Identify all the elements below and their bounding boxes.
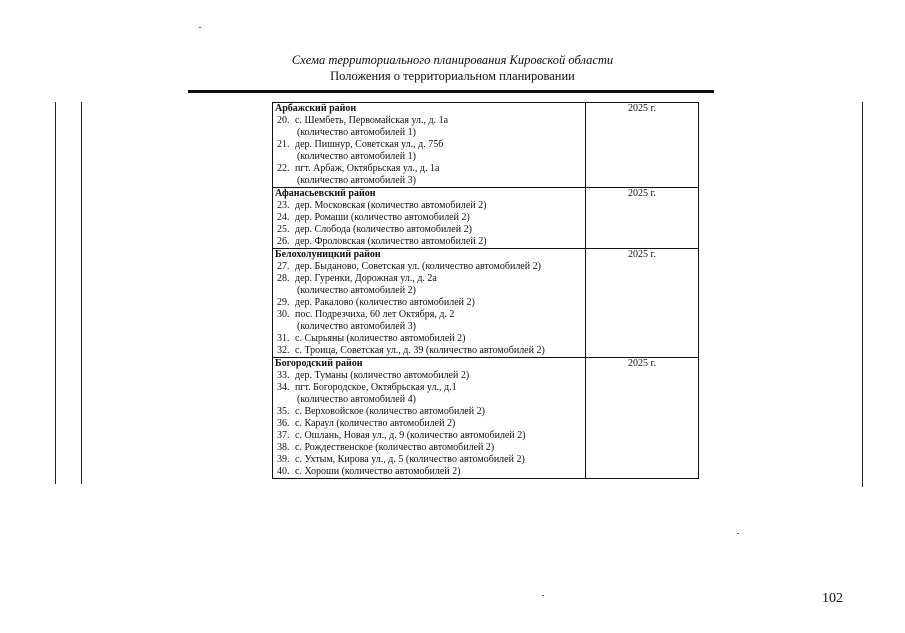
item-text: с. Сырьяны (количество автомобилей 2) (295, 333, 466, 344)
item-text: с. Ошлань, Новая ул., д. 9 (количество автомобилей 2) (295, 430, 526, 441)
item-text: дер. Московская (количество автомобилей 2) (295, 200, 487, 211)
list-item (275, 370, 583, 382)
item-text: дер. Фроловская (количество автомобилей 2) (295, 236, 487, 247)
list-item (275, 212, 583, 224)
list-item (275, 273, 583, 285)
list-item (275, 139, 583, 151)
item-text: дер. Ракалово (количество автомобилей 2) (295, 297, 475, 308)
list-item (275, 297, 583, 309)
district-cell (273, 103, 586, 188)
list-item (275, 382, 583, 394)
item-number: 40. (277, 466, 290, 477)
item-text-continuation: (количество автомобилей 1) (297, 151, 416, 162)
item-number: 20. (277, 115, 290, 126)
list-item (275, 466, 583, 478)
year-cell: 2025 г. (586, 249, 699, 358)
item-number: 23. (277, 200, 290, 211)
list-item (275, 261, 583, 273)
margin-line-left-outer (55, 102, 56, 484)
district-cell (273, 358, 586, 479)
list-item (275, 454, 583, 466)
item-text: дер. Слобода (количество автомобилей 2) (295, 224, 472, 235)
item-number: 38. (277, 442, 290, 453)
list-item (275, 333, 583, 345)
header-subtitle: Положения о территориальном планировании (330, 69, 575, 83)
item-text: дер. Пишнур, Советская ул., д. 75б (295, 139, 444, 150)
item-number: 35. (277, 406, 290, 417)
item-text: с. Рождественское (количество автомобилей 2) (295, 442, 495, 453)
district-row (273, 188, 699, 249)
district-cell (273, 249, 586, 358)
item-number: 27. (277, 261, 290, 272)
list-item (275, 236, 583, 248)
year-cell: 2025 г. (586, 188, 699, 249)
list-item (275, 309, 583, 321)
list-item (275, 115, 583, 127)
list-item (275, 224, 583, 236)
item-text: с. Верховойское (количество автомобилей 2) (295, 406, 485, 417)
item-number: 22. (277, 163, 290, 174)
list-item (275, 430, 583, 442)
district-name: Афанасьевский район (275, 188, 376, 199)
item-text-continuation: (количество автомобилей 3) (297, 321, 416, 332)
item-text: пгт. Богородское, Октябрьская ул., д.1 (295, 382, 457, 393)
item-text: дер. Туманы (количество автомобилей 2) (295, 370, 470, 381)
item-number: 33. (277, 370, 290, 381)
list-item (275, 163, 583, 175)
item-text: с. Шембеть, Первомайская ул., д. 1а (295, 115, 449, 126)
item-text: пос. Подрезчиха, 60 лет Октября, д. 2 (295, 309, 455, 320)
item-text: пгт. Арбаж, Октябрьская ул., д. 1а (295, 163, 440, 174)
list-item (275, 345, 583, 357)
margin-line-right (862, 102, 863, 487)
item-number: 26. (277, 236, 290, 247)
scan-speck (199, 27, 201, 28)
item-number: 32. (277, 345, 290, 356)
scan-speck (737, 533, 739, 534)
page-number: 102 (822, 591, 843, 606)
header-title: Схема территориального планирования Кировской области (291, 53, 614, 67)
margin-line-left-inner (81, 102, 82, 484)
item-number: 24. (277, 212, 290, 223)
item-text-continuation: (количество автомобилей 3) (297, 175, 416, 186)
list-item (275, 418, 583, 430)
district-name: Арбажский район (275, 103, 357, 114)
item-number: 36. (277, 418, 290, 429)
item-number: 29. (277, 297, 290, 308)
item-text: дер. Быданово, Советская ул. (количество автомобилей 2) (295, 261, 541, 272)
district-row (273, 103, 699, 188)
list-item (275, 406, 583, 418)
district-row (273, 358, 699, 479)
header-rule (188, 90, 714, 93)
item-number: 31. (277, 333, 290, 344)
item-number: 37. (277, 430, 290, 441)
item-text: с. Ухтым, Кирова ул., д. 5 (количество автомобилей 2) (295, 454, 525, 465)
year-cell: 2025 г. (586, 103, 699, 188)
item-number: 39. (277, 454, 290, 465)
scan-speck (542, 595, 544, 596)
year-cell: 2025 г. (586, 358, 699, 479)
settlements-table (272, 102, 699, 479)
item-text: дер. Ромаши (количество автомобилей 2) (295, 212, 470, 223)
item-number: 28. (277, 273, 290, 284)
item-text: дер. Гуренки, Дорожная ул., д. 2а (295, 273, 437, 284)
item-number: 34. (277, 382, 290, 393)
item-text-continuation: (количество автомобилей 2) (297, 285, 416, 296)
item-text: с. Троица, Советская ул., д. 39 (количество автомобилей 2) (295, 345, 545, 356)
list-item (275, 200, 583, 212)
district-name: Белохолуницкий район (275, 249, 381, 260)
item-number: 21. (277, 139, 290, 150)
district-row (273, 249, 699, 358)
item-text: с. Хороши (количество автомобилей 2) (295, 466, 461, 477)
list-item (275, 442, 583, 454)
item-number: 25. (277, 224, 290, 235)
item-text: с. Караул (количество автомобилей 2) (295, 418, 456, 429)
item-text-continuation: (количество автомобилей 1) (297, 127, 416, 138)
item-number: 30. (277, 309, 290, 320)
district-cell (273, 188, 586, 249)
district-name: Богородский район (275, 358, 363, 369)
item-text-continuation: (количество автомобилей 4) (297, 394, 416, 405)
